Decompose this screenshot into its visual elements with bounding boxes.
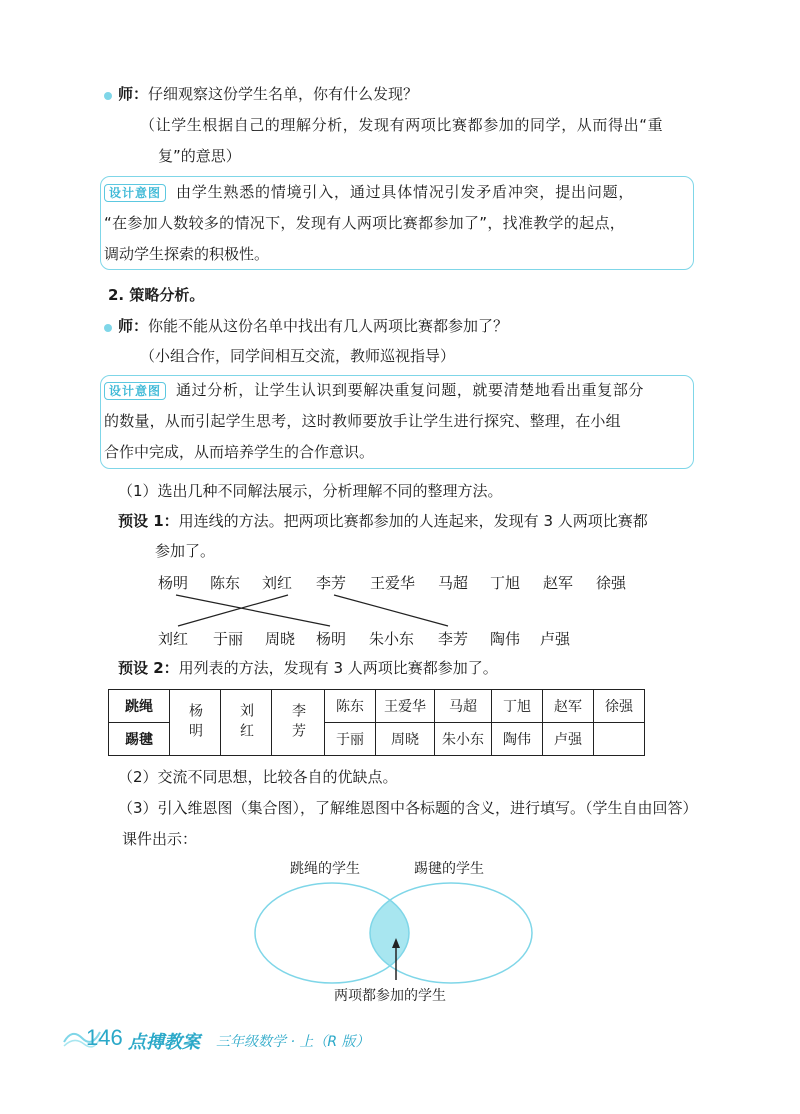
name-top: 徐强 [596, 574, 627, 592]
name-top: 丁旭 [490, 574, 521, 592]
step-2: （2）交流不同思想，比较各自的优缺点。 [118, 768, 398, 786]
name-bottom: 杨明 [316, 630, 347, 648]
venn-bottom-label: 两项都参加的学生 [334, 988, 446, 1004]
row-header: 跳绳 [109, 690, 170, 723]
speaker-label: 师： [118, 85, 149, 103]
preset-label: 预设 1： [118, 512, 179, 530]
name-top: 杨明 [158, 574, 189, 592]
table-cell: 赵军 [543, 690, 594, 723]
step-1: （1）选出几种不同解法展示，分析理解不同的整理方法。 [118, 482, 503, 500]
venn-right-label: 踢毽的学生 [414, 861, 484, 877]
question-text: 你能不能从这份名单中找出有几人两项比赛都参加了？ [148, 317, 509, 335]
table-cell: 于丽 [325, 723, 376, 756]
design-intent-line: “在参加人数较多的情况下，发现有人两项比赛都参加了”，找准教学的起点， [104, 214, 626, 232]
table-cell-empty [594, 723, 645, 756]
name-bottom: 周晓 [265, 630, 296, 648]
table-cell: 陶伟 [492, 723, 543, 756]
design-intent-line: 合作中完成，从而培养学生的合作意识。 [104, 443, 375, 461]
link-line-lifang [334, 595, 448, 626]
name-top: 马超 [438, 574, 469, 592]
design-intent-text: 通过分析，让学生认识到要解决重复问题，就要清楚地看出重复部分 [176, 381, 645, 399]
note-line: 复”的意思） [158, 147, 241, 165]
table-cell: 马超 [435, 690, 492, 723]
link-line-liuhong [178, 595, 288, 626]
table-cell-both: 李芳 [272, 690, 325, 756]
table-cell: 丁旭 [492, 690, 543, 723]
link-line-yangming [176, 595, 330, 626]
preset-2-line [118, 657, 498, 679]
name-top: 李芳 [316, 574, 347, 592]
table-cell: 陈东 [325, 690, 376, 723]
speaker-label: 师： [118, 317, 149, 335]
preset-text: 用连线的方法。把两项比赛都参加的人连起来，发现有 3 人两项比赛都 [178, 512, 648, 530]
name-bottom: 陶伟 [490, 630, 521, 648]
name-top: 赵军 [543, 574, 574, 592]
note-line: （小组合作，同学间相互交流，教师巡视指导） [140, 347, 456, 365]
table-cell: 周晓 [376, 723, 435, 756]
table-cell-both: 杨明 [170, 690, 221, 756]
section-title: 2. 策略分析。 [108, 286, 205, 304]
table-cell: 朱小东 [435, 723, 492, 756]
name-bottom: 朱小东 [369, 630, 415, 648]
row-header: 踢毽 [109, 723, 170, 756]
table-cell-both: 刘红 [221, 690, 272, 756]
table-cell: 王爱华 [376, 690, 435, 723]
name-top: 王爱华 [370, 574, 416, 592]
name-top: 陈东 [210, 574, 241, 592]
book-subtitle: 三年级数学 · 上（R 版） [216, 1034, 370, 1050]
page-number: 146 [86, 1025, 123, 1050]
table-cell: 卢强 [543, 723, 594, 756]
design-intent-tag: 设计意图 [104, 184, 166, 202]
preset-text: 用列表的方法，发现有 3 人两项比赛都参加了。 [178, 659, 498, 677]
preset-label: 预设 2： [118, 659, 179, 677]
design-intent-text: 由学生熟悉的情境引入，通过具体情况引发矛盾冲突，提出问题， [176, 183, 635, 201]
name-bottom: 李芳 [438, 630, 469, 648]
preset-1-line: 参加了。 [155, 542, 216, 560]
list-table [108, 689, 645, 756]
note-line: （让学生根据自己的理解分析，发现有两项比赛都参加的同学，从而得出“重 [140, 116, 664, 134]
brand-logo-text: 点搏教案 [128, 1032, 200, 1053]
name-bottom: 刘红 [158, 630, 189, 648]
name-top: 刘红 [262, 574, 293, 592]
question-text: 仔细观察这份学生名单，你有什么发现？ [148, 85, 419, 103]
courseware-label: 课件出示： [122, 830, 198, 848]
name-bottom: 卢强 [540, 630, 571, 648]
table-cell: 徐强 [594, 690, 645, 723]
venn-diagram [250, 880, 540, 990]
name-bottom: 于丽 [213, 630, 244, 648]
venn-left-label: 跳绳的学生 [290, 861, 360, 877]
design-intent-line: 调动学生探索的积极性。 [104, 245, 270, 263]
design-intent-tag: 设计意图 [104, 382, 166, 400]
design-intent-line: 的数量，从而引起学生思考，这时教师要放手让学生进行探究、整理，在小组 [104, 412, 621, 430]
step-3: （3）引入维恩图（集合图），了解维恩图中各标题的含义，进行填写。（学生自由回答） [118, 799, 698, 817]
